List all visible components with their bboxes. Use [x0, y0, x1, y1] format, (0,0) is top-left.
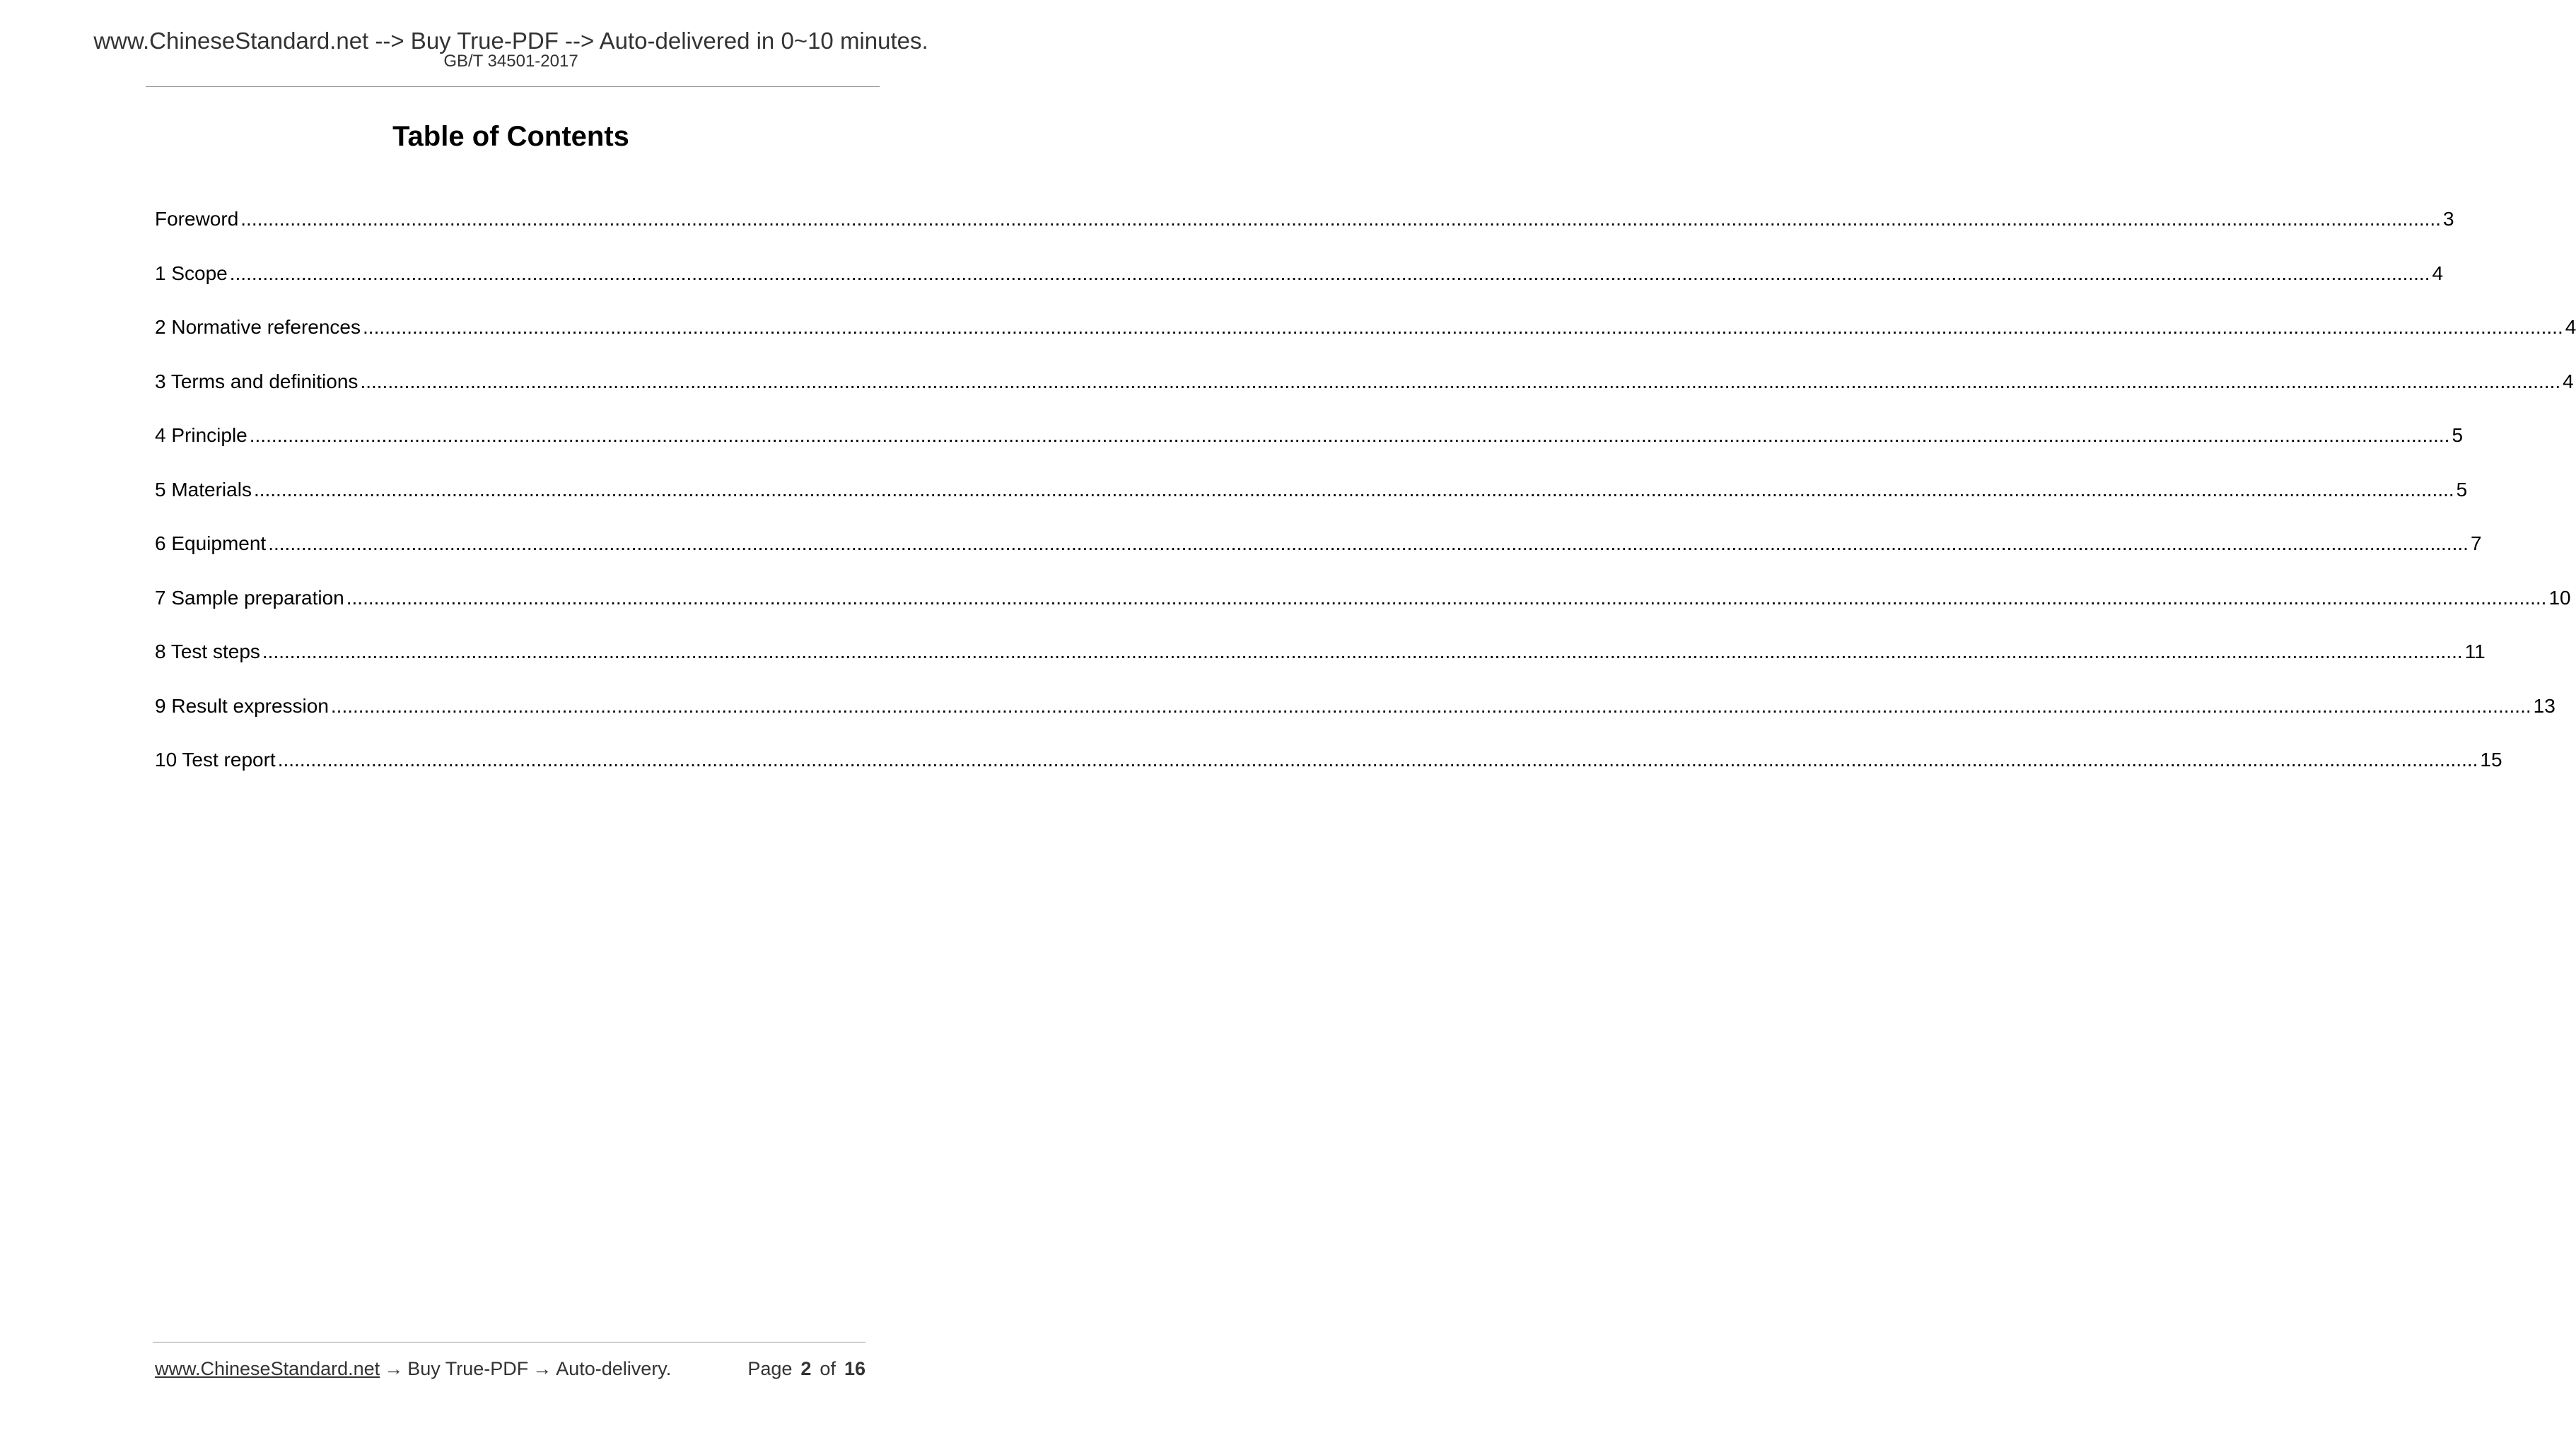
- toc-entry-label: 5 Materials: [155, 479, 252, 501]
- toc-entry[interactable]: [155, 259, 2444, 288]
- toc-entry[interactable]: [155, 313, 2576, 341]
- toc-dot-leader: ................................................................................................................................................................................................................................................................................................................................................................................................................: [360, 370, 2561, 392]
- toc-entry[interactable]: [155, 746, 2502, 774]
- toc-dot-leader: ................................................................................................................................................................................................................................................................................................................................................................................................................: [330, 695, 2531, 717]
- toc-entry[interactable]: [155, 368, 2574, 396]
- toc-entry[interactable]: [155, 530, 2482, 558]
- toc-entry-label: 6 Equipment: [155, 532, 267, 554]
- toc-entry-label: 2 Normative references: [155, 316, 361, 338]
- document-code: GB/T 34501-2017: [443, 52, 578, 71]
- toc-entry[interactable]: [155, 421, 2464, 450]
- toc-entry-page: 11: [2464, 640, 2485, 662]
- toc-entry-page: 5: [2452, 424, 2464, 446]
- toc-dot-leader: ................................................................................................................................................................................................................................................................................................................................................................................................................: [240, 208, 2441, 230]
- footer-site-link[interactable]: www.ChineseStandard.net: [155, 1358, 380, 1379]
- toc-entry-label: 7 Sample preparation: [155, 587, 344, 609]
- footer-promo: [155, 1355, 671, 1383]
- toc-dot-leader: ................................................................................................................................................................................................................................................................................................................................................................................................................: [363, 316, 2563, 338]
- toc-dot-leader: ................................................................................................................................................................................................................................................................................................................................................................................................................: [229, 262, 2430, 284]
- toc-dot-leader: ................................................................................................................................................................................................................................................................................................................................................................................................................: [253, 479, 2454, 501]
- toc-title: Table of Contents: [392, 121, 629, 152]
- footer-buy-text: Buy True-PDF: [407, 1358, 529, 1379]
- page-footer: [155, 1355, 866, 1383]
- toc-entry-label: 3 Terms and definitions: [155, 370, 359, 392]
- footer-delivery-text: Auto-delivery.: [556, 1358, 672, 1379]
- current-page-number: 2: [800, 1358, 812, 1379]
- toc-dot-leader: ................................................................................................................................................................................................................................................................................................................................................................................................................: [277, 749, 2478, 771]
- toc-entry[interactable]: [155, 638, 2485, 666]
- toc-entry[interactable]: [155, 476, 2468, 504]
- toc-entry-page: 3: [2442, 208, 2454, 230]
- toc-entry-label: 9 Result expression: [155, 695, 329, 717]
- toc-entry-page: 5: [2456, 479, 2468, 501]
- toc-entry-label: 8 Test steps: [155, 640, 260, 662]
- toc-entry-page: 4: [2563, 370, 2574, 392]
- toc-entry[interactable]: [155, 205, 2454, 233]
- arrow-right-icon: →: [384, 1358, 404, 1379]
- total-pages-number: 16: [844, 1358, 866, 1379]
- toc-entry-page: 4: [2432, 262, 2444, 284]
- toc-entry-label: 10 Test report: [155, 749, 276, 771]
- toc-entry[interactable]: [155, 584, 2571, 612]
- toc-dot-leader: ................................................................................................................................................................................................................................................................................................................................................................................................................: [268, 532, 2469, 554]
- toc-entry-page: 7: [2470, 532, 2482, 554]
- toc-entry-label: 4 Principle: [155, 424, 247, 446]
- page-word: Page: [747, 1358, 793, 1379]
- page-indicator: [747, 1355, 866, 1383]
- arrow-right-icon: →: [532, 1358, 552, 1379]
- toc-entry-page: 4: [2565, 316, 2576, 338]
- toc-entry-page: 10: [2548, 587, 2571, 609]
- toc-entry-page: 13: [2533, 695, 2555, 717]
- header-divider: [146, 86, 880, 87]
- of-word: of: [820, 1358, 836, 1379]
- header-banner: www.ChineseStandard.net --> Buy True-PDF --> Auto-delivered in 0~10 minutes.: [93, 28, 928, 54]
- toc-entry-label: 1 Scope: [155, 262, 228, 284]
- toc-entry-label: Foreword: [155, 208, 239, 230]
- toc-dot-leader: ................................................................................................................................................................................................................................................................................................................................................................................................................: [262, 640, 2463, 662]
- toc-entry[interactable]: [155, 692, 2555, 720]
- toc-dot-leader: ................................................................................................................................................................................................................................................................................................................................................................................................................: [346, 587, 2547, 609]
- toc-entry-page: 15: [2480, 749, 2502, 771]
- toc-dot-leader: ................................................................................................................................................................................................................................................................................................................................................................................................................: [249, 424, 2450, 446]
